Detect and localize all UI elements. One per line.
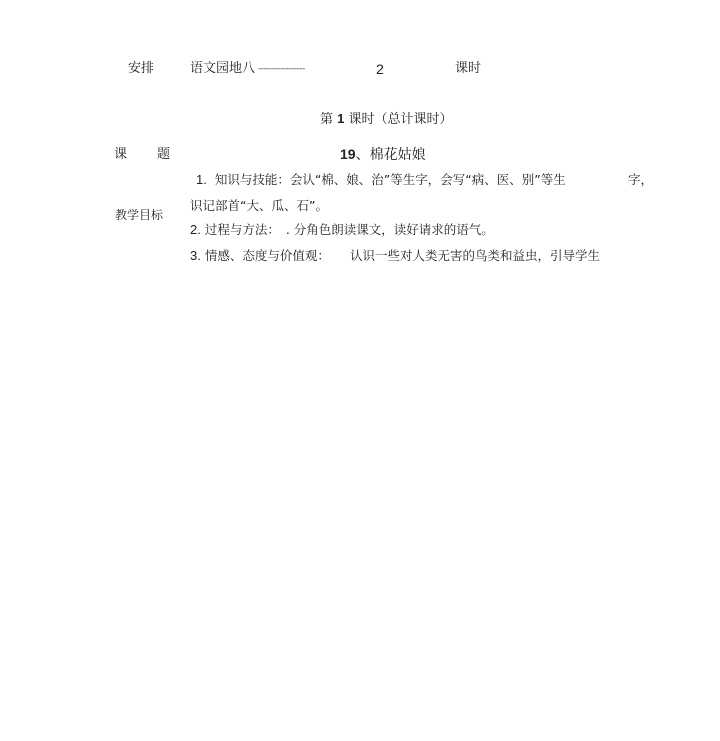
objective-1-continuation: 识记部首“大、瓜、石”。 <box>190 198 328 213</box>
topic-title <box>340 146 426 163</box>
objective-2-number: 2. <box>190 222 201 237</box>
objective-1-number: 1. <box>196 172 207 187</box>
objective-3-rest: 认识一些对人类无害的鸟类和益虫，引导学生 <box>350 248 601 263</box>
objective-2 <box>190 222 494 238</box>
objective-3-text: 情感、态度与价值观： <box>204 248 330 263</box>
objective-2-mark: . <box>285 222 290 237</box>
objective-1-tail: 字， <box>628 172 654 187</box>
topic-label-b: 题 <box>157 147 171 162</box>
topic-label-a: 课 <box>114 147 128 162</box>
unit-name: 语文园地八 <box>190 61 256 76</box>
objective-3 <box>190 248 330 264</box>
lesson-line <box>320 111 453 128</box>
objective-3-number: 3. <box>190 248 201 263</box>
lesson-count: 2 <box>376 61 384 77</box>
lesson-line-number: 1 <box>337 111 345 126</box>
lesson-line-prefix: 第 <box>320 112 334 127</box>
objective-2-text: 过程与方法： <box>204 222 280 237</box>
objective-1 <box>196 172 566 188</box>
objective-1-text: 知识与技能：会认“棉、娘、治”等生字，会写“病、医、别”等生 <box>214 172 566 187</box>
objectives-label: 教学目标 <box>115 208 164 222</box>
topic-title-text: 、棉花姑娘 <box>355 147 426 163</box>
lesson-line-suffix: 课时（总计课时） <box>348 112 453 127</box>
topic-number: 19 <box>340 146 356 162</box>
objective-2-rest: 分角色朗读课文，读好请求的语气。 <box>293 222 494 237</box>
arrange-label: 安排 <box>128 61 155 76</box>
lesson-count-unit: 课时 <box>455 61 482 76</box>
unit-dashes: ----------------- <box>258 64 305 74</box>
